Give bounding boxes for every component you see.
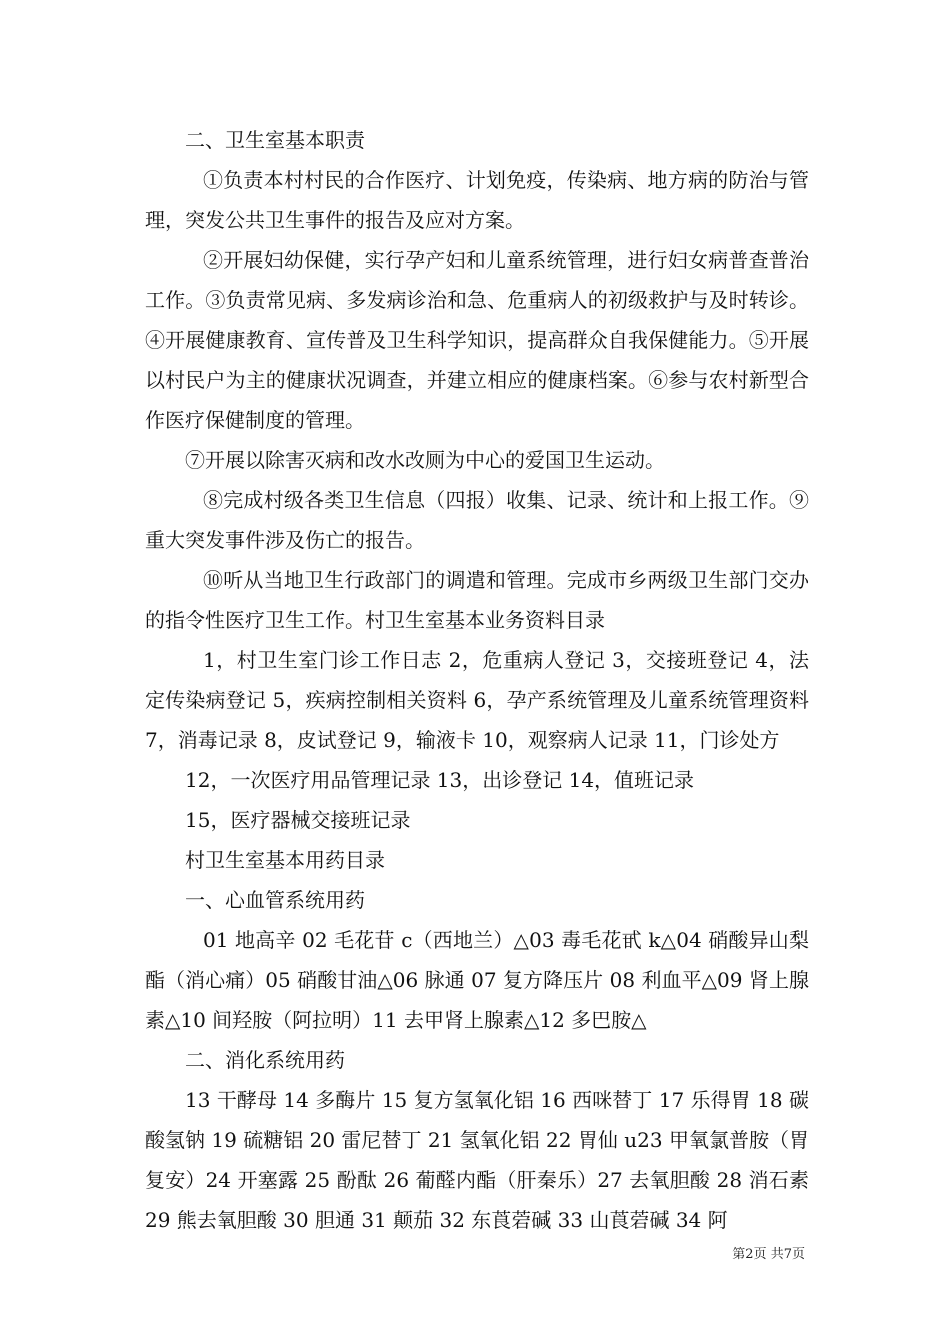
footer-total-pages: 7 — [783, 1247, 792, 1262]
section-heading-duties: 二、卫生室基本职责 — [185, 128, 365, 152]
paragraph-cardiovascular-drugs: 01 地高辛 02 毛花苷 c（西地兰）△03 毒毛花甙 k△04 硝酸异山梨酯（消心痛）05 硝酸甘油△06 脉通 07 复方降压片 08 利血平△09 肾上腺素△10 间羟胺（阿拉明）11 去甲肾上腺素△12 多巴胺△ — [145, 928, 809, 1032]
document-body — [145, 120, 809, 1240]
paragraph-records-list-3: 15，医疗器械交接班记录 — [185, 808, 411, 832]
paragraph-duties-8-9: ⑧完成村级各类卫生信息（四报）收集、记录、统计和上报工作。⑨重大突发事件涉及伤亡的报告。 — [145, 488, 809, 552]
paragraph-records-list-2: 12，一次医疗用品管理记录 13，出诊登记 14，值班记录 — [185, 768, 695, 792]
footer-current-page: 2 — [745, 1247, 754, 1262]
paragraph-duty-10: ⑩听从当地卫生行政部门的调遣和管理。完成市乡两级卫生部门交办的指令性医疗卫生工作。村卫生室基本业务资料目录 — [145, 568, 809, 632]
paragraph-duty-7: ⑦开展以除害灭病和改水改厕为中心的爱国卫生运动。 — [185, 448, 665, 472]
section-heading-drug-list: 村卫生室基本用药目录 — [185, 848, 385, 872]
section-heading-cardiovascular: 一、心血管系统用药 — [185, 888, 365, 912]
footer-suffix: 页 — [791, 1247, 805, 1262]
page-footer — [732, 1246, 805, 1264]
paragraph-records-list-1: 1，村卫生室门诊工作日志 2，危重病人登记 3，交接班登记 4，法定传染病登记 5，疾病控制相关资料 6，孕产系统管理及儿童系统管理资料 7，消毒记录 8，皮试登记 9，输液卡 10，观察病人记录 11，门诊处方 — [145, 648, 809, 752]
paragraph-duty-1: ①负责本村村民的合作医疗、计划免疫，传染病、地方病的防治与管理，突发公共卫生事件的报告及应对方案。 — [145, 168, 809, 232]
paragraph-digestive-drugs: 13 干酵母 14 多酶片 15 复方氢氧化铝 16 西咪替丁 17 乐得胃 18 碳酸氢钠 19 硫糖铝 20 雷尼替丁 21 氢氧化铝 22 胃仙 u23 甲氧氯普胺（胃复安）24 开塞露 25 酚酞 26 葡醛内酯（肝秦乐）27 去氧胆酸 28 消石素 29 熊去氧胆酸 30 胆通 31 颠茄 32 东莨菪碱 33 山莨菪碱 34 阿 — [145, 1088, 809, 1232]
section-heading-digestive: 二、消化系统用药 — [185, 1048, 345, 1072]
paragraph-duties-2-6: ②开展妇幼保健，实行孕产妇和儿童系统管理，进行妇女病普查普治工作。③负责常见病、多发病诊治和急、危重病人的初级救护与及时转诊。④开展健康教育、宣传普及卫生科学知识，提高群众自我保健能力。⑤开展以村民户为主的健康状况调查，并建立相应的健康档案。⑥参与农村新型合作医疗保健制度的管理。 — [145, 248, 809, 432]
footer-middle: 页 共 — [753, 1247, 784, 1262]
footer-prefix: 第 — [732, 1247, 746, 1262]
